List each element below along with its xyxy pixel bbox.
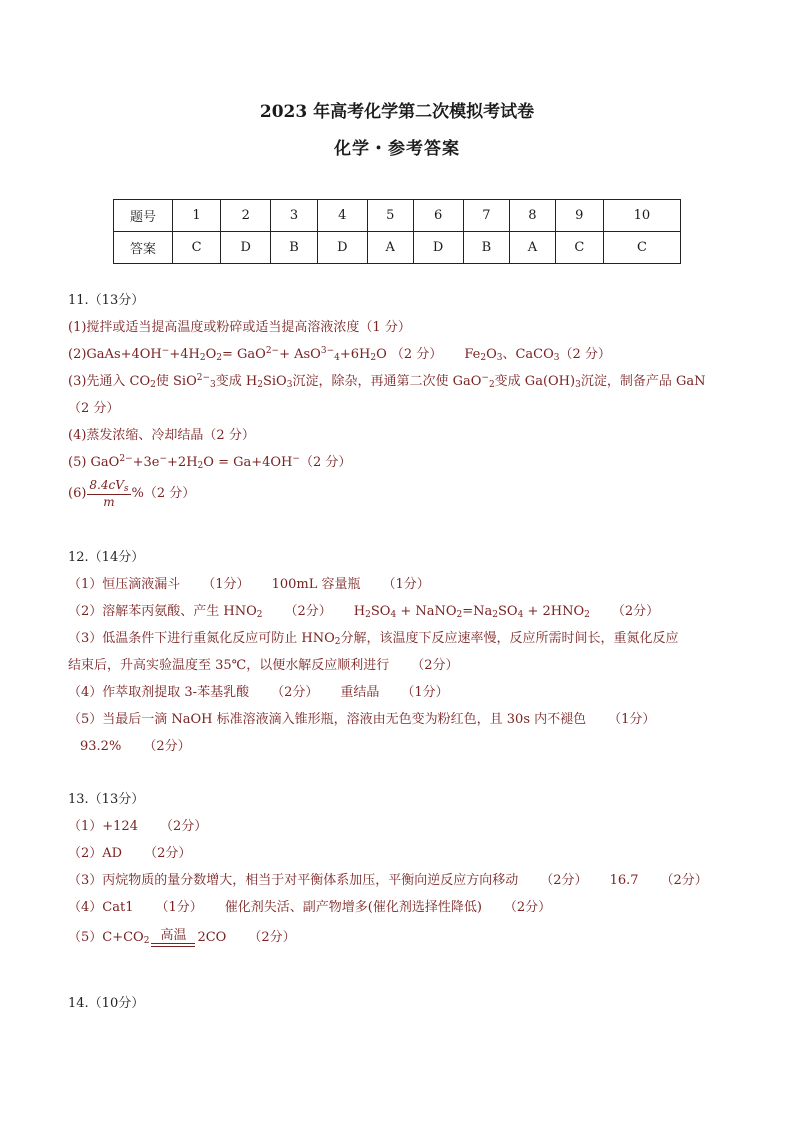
table-row-label: 题号 [114,200,173,232]
table-row-answers [114,232,681,264]
table-cell-number: 7 [463,200,509,232]
table-row-numbers [114,200,681,232]
fraction: $\frac{8.4cV_s}{m}$ [89,478,129,509]
page-title: 2023 年高考化学第二次模拟考试卷 [259,102,535,122]
q11-header: 11.（13分） [68,293,145,308]
table-cell-number: 2 [221,200,271,232]
table-cell-answer: D [413,232,463,264]
table-cell-number: 3 [271,200,317,232]
q12-line-1: （1）恒压滴液漏斗 （1分） 100mL 容量瓶 （1分） [68,577,430,592]
q13-header: 13.（13分） [68,792,145,807]
table-cell-answer: C [555,232,603,264]
table-cell-answer: A [510,232,556,264]
q12-line-3b: 结束后，升高实验温度至 35℃，以便水解反应顺利进行 （2分） [68,658,459,673]
table-cell-answer: B [463,232,509,264]
page-subtitle: 化学・参考答案 [334,139,460,159]
q12-line-3: （3）低温条件下进行重氮化反应可防止 $HNO_2$分解，该温度下反应速率慢，反应所需时间长，重氮化反应 [68,631,679,647]
reaction-condition-arrow: 高温 [151,929,195,947]
table-cell-answer: D [221,232,271,264]
table-cell-number: 10 [603,200,680,232]
table-row-label: 答案 [114,232,173,264]
q12-line-4: （4）作萃取剂提取 3-苯基乳酸 （2分） 重结晶 （1分） [68,685,449,700]
q11-line-3: (3)先通入 $CO_2$使 SiO$^{2-}_3$变成 $H_2SiO_3$沉淀，除杂，再通第二次使 GaO−$_2$变成 $Ga(OH)_3$沉淀，制备产品 GaN [68,373,706,390]
table-cell-answer: B [271,232,317,264]
q13-line-1: （1）+124 （2分） [68,819,208,834]
q11-line-6: (6) $\frac{8.4cV_s}{m}$ %（2 分） [68,478,196,509]
q11-line-2: $(2)GaAs+4OH^-+4H_2O_2= GaO^{2-}+ AsO^{3-}_4+6H_2O$ （2 分） $Fe_2O_3$、CaCO$_3$（2 分） [68,346,611,363]
table-cell-number: 6 [413,200,463,232]
q14-header: 14.（10分） [68,996,145,1011]
table-cell-number: 8 [510,200,556,232]
q13-line-4: （4）Cat1 （1分） 催化剂失活、副产物增多(催化剂选择性降低) （2分） [68,900,552,915]
table-cell-answer: C [173,232,221,264]
q12-line-5: （5）当最后一滴 NaOH 标准溶液滴入锥形瓶，溶液由无色变为粉红色，且 30s 内不褪色 （1分） [68,712,656,727]
q11-line-5: (5) $GaO^{2-}+3e^-+2H_2O = Ga+4OH^-(2$ 分） [68,454,352,471]
q13-line-2: （2）AD （2分） [68,846,192,861]
table-cell-number: 9 [555,200,603,232]
q12-line-5b: 93.2% （2分） [80,739,191,754]
table-cell-number: 5 [367,200,413,232]
q13-line-5: $(5)C+CO_2$ 高温 2CO （2分） [68,927,296,946]
q12-header: 12.（14分） [68,550,145,565]
table-cell-answer: C [603,232,680,264]
q12-line-2: （2）溶解苯丙氨酸、产生 $HNO_2$ （2分） $H_2SO_4$ + $NaNO_2=Na_2SO_4 + 2HNO_2$ （2分） [68,604,660,620]
q13-line-3: （3）丙烷物质的量分数增大，相当于对平衡体系加压，平衡向逆反应方向移动 （2分） 16.7 （2分） [68,873,708,888]
table-cell-number: 1 [173,200,221,232]
q11-line-1: (1)搅拌或适当提高温度或粉碎或适当提高溶液浓度（1 分） [68,320,411,335]
q11-line-4: (4)蒸发浓缩、冷却结晶（2 分） [68,428,255,443]
table-cell-answer: D [317,232,367,264]
table-cell-answer: A [367,232,413,264]
q11-line-3b: （2 分） [68,401,120,416]
answer-table [113,199,681,264]
table-cell-number: 4 [317,200,367,232]
